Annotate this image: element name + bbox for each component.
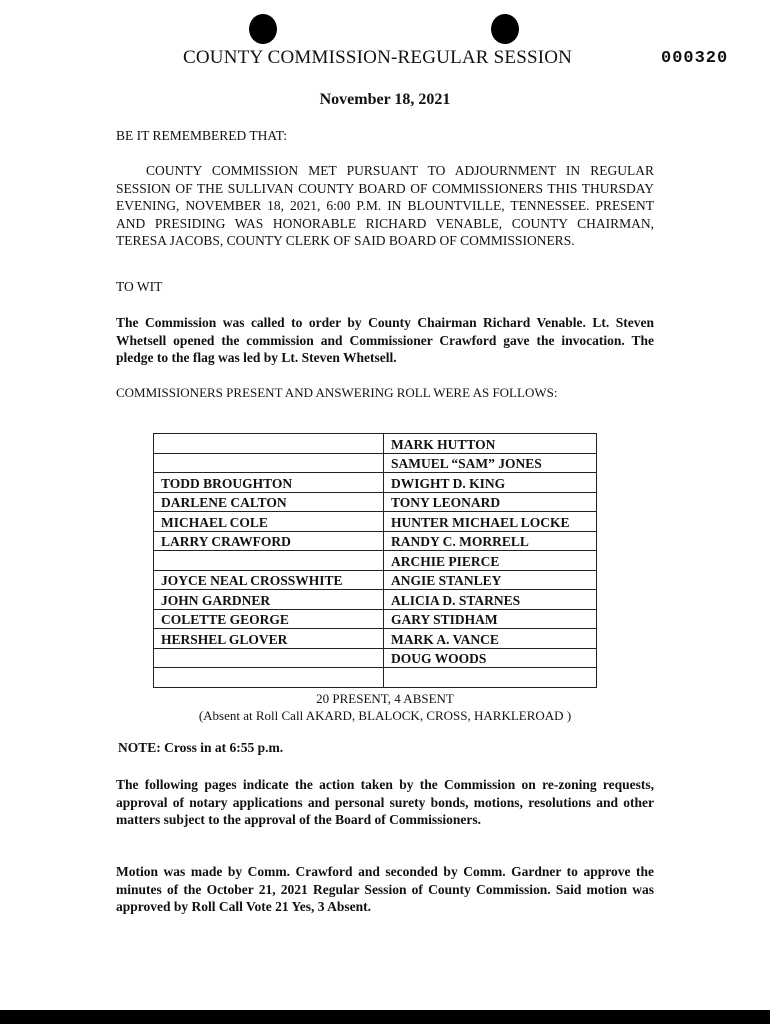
- roll-right-cell: DWIGHT D. KING: [384, 473, 597, 493]
- roll-right-cell: ARCHIE PIERCE: [384, 551, 597, 571]
- roll-left-cell: HERSHEL GLOVER: [154, 629, 384, 649]
- table-row: [154, 551, 597, 571]
- roll-left-cell: TODD BROUGHTON: [154, 473, 384, 493]
- note-line: NOTE: Cross in at 6:55 p.m.: [118, 740, 284, 755]
- roll-left-cell: LARRY CRAWFORD: [154, 531, 384, 551]
- roll-left-cell: MICHAEL COLE: [154, 512, 384, 532]
- roll-left-cell: [154, 453, 384, 473]
- following-paragraph: The following pages indicate the action taken by the Commission on re-zoning requests, approval of notary applications and personal surety bonds, motions, resolutions and other matters subject to the approval of the Board of Commissioners.: [116, 777, 654, 827]
- roll-right-cell: RANDY C. MORRELL: [384, 531, 597, 551]
- table-row: [154, 512, 597, 532]
- absent-list: (Absent at Roll Call AKARD, BLALOCK, CROSS, HARKLEROAD ): [198, 708, 572, 723]
- table-row: [154, 590, 597, 610]
- opening-paragraph: [116, 162, 654, 250]
- roll-left-cell: JOYCE NEAL CROSSWHITE: [154, 570, 384, 590]
- motion-paragraph: Motion was made by Comm. Crawford and seconded by Comm. Gardner to approve the minutes of the October 21, 2021 Regular Session of County Commission. Said motion was approved by Roll Call Vote 21 Yes, 3 Absent.: [116, 864, 654, 914]
- table-row: [154, 531, 597, 551]
- roll-right-cell: ANGIE STANLEY: [384, 570, 597, 590]
- punch-hole-right: [491, 14, 519, 44]
- to-wit-line: TO WIT: [116, 279, 163, 294]
- table-row: [154, 492, 597, 512]
- opening-text: COUNTY COMMISSION MET PURSUANT TO ADJOURNMENT IN REGULAR SESSION OF THE SULLIVAN COUNTY BOARD OF COMMISSIONERS THIS THURSDAY EVENING, NOVEMBER 18, 2021, 6:00 P.M. IN BLOUNTVILLE, TENNESSEE. PRESENT AND PRESIDING WAS HONORABLE RICHARD VENABLE, COUNTY CHAIRMAN, TERESA JACOBS, COUNTY CLERK OF SAID BOARD OF COMMISSIONERS.: [116, 163, 654, 248]
- table-row: [154, 648, 597, 668]
- table-row: [154, 434, 597, 454]
- roll-left-cell: DARLENE CALTON: [154, 492, 384, 512]
- roll-right-cell: MARK HUTTON: [384, 434, 597, 454]
- roll-right-cell: HUNTER MICHAEL LOCKE: [384, 512, 597, 532]
- invocation-paragraph: The Commission was called to order by County Chairman Richard Venable. Lt. Steven Whetsell opened the commission and Commissioner Crawford gave the invocation. The pledge to the flag was led by Lt. Steven Whetsell.: [116, 315, 654, 365]
- roll-left-cell: [154, 551, 384, 571]
- roll-left-cell: COLETTE GEORGE: [154, 609, 384, 629]
- roll-left-cell: JOHN GARDNER: [154, 590, 384, 610]
- table-row: [154, 570, 597, 590]
- session-title: COUNTY COMMISSION-REGULAR SESSION: [183, 47, 573, 68]
- meeting-date: November 18, 2021: [319, 91, 451, 108]
- roll-summary: [0, 690, 770, 724]
- page-number: 000320: [661, 49, 729, 68]
- roll-heading: COMMISSIONERS PRESENT AND ANSWERING ROLL WERE AS FOLLOWS:: [116, 385, 558, 400]
- table-row: [154, 668, 597, 688]
- roll-right-cell: GARY STIDHAM: [384, 609, 597, 629]
- roll-right-cell: SAMUEL “SAM” JONES: [384, 453, 597, 473]
- table-row: [154, 453, 597, 473]
- roll-right-cell: [384, 668, 597, 688]
- roll-right-cell: DOUG WOODS: [384, 648, 597, 668]
- roll-left-cell: [154, 434, 384, 454]
- roll-call-table: [153, 433, 597, 688]
- punch-hole-left: [249, 14, 277, 44]
- roll-left-cell: [154, 648, 384, 668]
- roll-right-cell: ALICIA D. STARNES: [384, 590, 597, 610]
- remember-line: BE IT REMEMBERED THAT:: [116, 128, 287, 143]
- table-row: [154, 473, 597, 493]
- table-row: [154, 609, 597, 629]
- roll-right-cell: TONY LEONARD: [384, 492, 597, 512]
- present-absent-count: 20 PRESENT, 4 ABSENT: [316, 691, 454, 706]
- roll-left-cell: [154, 668, 384, 688]
- roll-right-cell: MARK A. VANCE: [384, 629, 597, 649]
- scan-bottom-edge: [0, 1010, 770, 1024]
- table-row: [154, 629, 597, 649]
